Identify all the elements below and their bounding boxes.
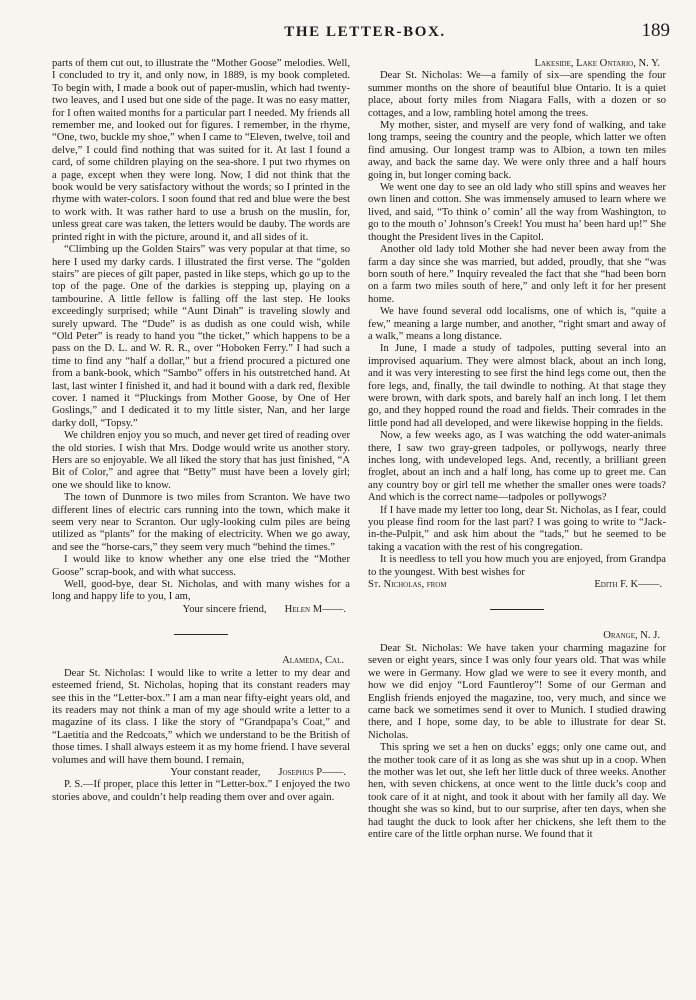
section-divider <box>174 634 228 635</box>
letter4-dateline: Orange, N. J. <box>603 630 660 642</box>
letter3-closing: St. Nicholas, from <box>368 579 447 591</box>
letter4-paragraph-2: This spring we set a hen on ducks’ eggs; only one came out, and the mother took care of it as long as she was shut up in a coop. When the mother was let out, she left her little duck of three weeks. Another hen, with seven chickens, at once went to the little duck’s coop and took care of it at night, and took it about with her family all day. We thought she was so kind, but to our surprise, after ten days, when she had taught the duck to look after her chickens, she left them to the entire care of the little orphan nurse. We found that it <box>368 742 666 840</box>
letter2-postscript: P. S.—If proper, place this letter in “Letter-box.” I enjoyed the two stories above, and couldn’t help reading them over and over again. <box>52 779 350 803</box>
letter2-signature: Josephus P——. <box>278 766 346 778</box>
right-column <box>368 58 666 990</box>
letter4-paragraph-1: Dear St. Nicholas: We have taken your charming magazine for seven or eight years, since I was only four years old. That was while we were in Germany. How glad we were to see it every month, and how we did enjoy “Lord Fauntleroy”! Some of our German and English friends enjoyed the magazine, too, very much, and since we came back we sometimes send it over to Munich. I studied drawing there, and I hope, some day, to be able to illustrate for dear St. Nicholas. <box>368 642 666 741</box>
letter3-paragraph-8: If I have made my letter too long, dear St. Nicholas, as I fear, could you please find room for the last part? I was going to write to “Jack-in-the-Pulpit,” and ask him about the “tads,” but he seemed to be taking a vacation with the rest of his congregation. <box>368 504 666 553</box>
letter1-paragraph-5: I would like to know whether any one else tried the “Mother Goose” scrap-book, and with what success. <box>52 554 350 578</box>
letter3-paragraph-2: My mother, sister, and myself are very fond of walking, and take long tramps, seeing the country and the people, which latter we often find amusing. Our longest tramp was to Albion, a town ten miles away, and back the same day. We were only three and a half hours going in, but longer coming back. <box>368 120 666 181</box>
letter3-paragraph-6: In June, I made a study of tadpoles, putting several into an improvised aquarium. They were almost black, about an inch long, and it was very interesting to see first the hind legs come out, then the fore legs, and, finally, the tail dwindle to nothing. At that stage they were brown, with dark spots, and barely half an inch long. I let them go, and they hopped round the road and fields. Their comrades in the little pond had all developed, and were likewise hopping in the fields. <box>368 343 666 429</box>
letter1-paragraph-4: The town of Dunmore is two miles from Scranton. We have two different lines of electric cars running into the town, which make it seem very near to Scranton. Our ugly-looking culm piles are being utilized as “plants” for the making of electricity. When we go away, and see the “horse-cars,” they seem very much “behind the times.” <box>52 492 350 553</box>
letter2-signoff <box>52 767 350 779</box>
left-column <box>52 58 350 990</box>
letter2-closing: Your constant reader, <box>170 766 261 778</box>
letter3-dateline: Lakeside, Lake Ontario, N. Y. <box>534 58 660 69</box>
page-number: 189 <box>641 20 670 41</box>
letter3-signoff <box>368 579 666 591</box>
letter2-paragraph-1: Dear St. Nicholas: I would like to write a letter to my dear and esteemed friend, St. Nicholas, hoping that its constant readers may see this in the “Letter-box.” I am a man near fifty-eight years old, and its readers may not think a man of my age should write a letter to a magazine of its class. I like the story of “Grandpapa’s Coat,” and “Laetitia and the Redcoats,” which we understand to be the British of those times. I shall always esteem it as my home friend. I have several volumes and will have them bound. I remain, <box>52 667 350 766</box>
letter3-paragraph-3: We went one day to see an old lady who still spins and weaves her own linen and cotton. She was immensely amused to learn where we lived, and said, “To think o’ comin’ all the way from Washington, to go to the mouth o’ Johnson’s Creek! You must ha’ been hard up!” She thought the President lives in the Capitol. <box>368 182 666 243</box>
letter3-paragraph-9: It is needless to tell you how much you are enjoyed, from Grandpa to the youngest. With best wishes for <box>368 554 666 578</box>
letter1-signature: Helen M——. <box>284 603 346 615</box>
section-divider <box>490 609 544 610</box>
page-header <box>60 20 670 48</box>
letter3-paragraph-5: We have found several odd localisms, one of which is, “quite a few,” meaning a large number, and another, “right smart and away of a walk,” means a long distance. <box>368 306 666 342</box>
letter1-signoff <box>52 604 350 616</box>
letter3-signature: Edith F. K——. <box>594 579 662 591</box>
letter3-paragraph-1: Dear St. Nicholas: We—a family of six—are spending the four summer months on the shore of beautiful blue Ontario. It is a quiet place, about forty miles from Niagara Falls, with a dozen or so cottages, and a low, rambling hotel among the trees. <box>368 70 666 119</box>
letter1-paragraph-2: “Climbing up the Golden Stairs” was very popular at that time, so here I used my darky cards. I illustrated the first verse. The “golden stairs” are pieces of gilt paper, pasted in like steps, which go up to the top of the page. One of the darkies is stepping up, playing on a tambourine. A little fellow is falling off the last step. He looks exceedingly surprised; while “Aunt Dinah” is traveling slowly and surely upward. The “Dude” is as dudish as one could wish, while “Old Peter” is ready to hand you “the ticket,” which happens to be a pass on the D. L. and W. R. R., over “Hoboken Ferry.” I had such a time to find any “half a dollar,” but a friend procured a pictured one from a bank-book, which “Sambo” offers in his outstretched hand. At last, last winter I finished it, and had it bound with a dark red, flexible cover. I named it “Pluckings from Mother Goose, by One of Her Goslings,” and I dedicated it to my little sister, Nan, and her large darky doll, “Topsy.” <box>52 244 350 429</box>
letter1-paragraph-6: Well, good-bye, dear St. Nicholas, and with many wishes for a long and happy life to you, I am, <box>52 579 350 603</box>
letter1-closing: Your sincere friend, <box>182 603 267 615</box>
running-head: THE LETTER-BOX. <box>284 24 446 40</box>
letter3-paragraph-7: Now, a few weeks ago, as I was watching the odd water-animals there, I saw two gray-green tadpoles, or pollywogs, nearly three inches long, with undeveloped legs. And, recently, a brilliant green froglet, about an inch and a half long, has come up to greet me. Can any country boy or girl tell me whether the smaller ones were toads? And which is the correct name—tadpoles or pollywogs? <box>368 430 666 504</box>
letter2-dateline: Alameda, Cal. <box>282 655 344 667</box>
letter1-paragraph-3: We children enjoy you so much, and never get tired of reading over the old stories. I wish that Mrs. Dodge would write us another story. Hers are so enjoyable. We all liked the story that has just finished, “A Bit of Color,” and agree that “Betty” must have been a lovely girl; one we should like to know. <box>52 430 350 491</box>
letter1-paragraph-1: parts of them cut out, to illustrate the “Mother Goose” melodies. Well, I concluded to try it, and only now, in 1889, is my book completed. To begin with, I made a book out of paper-muslin, which had twenty-two leaves, and I used but one side of the page. It was no easy matter, for I often waited months for a particular part I needed. My friends all remember me, and looked out for figures. I remember, in the rhyme, “One, two, buckle my shoe,” when I came to “Eleven, twelve, toil and delve,” I could find nothing that was suited for it. At last I found a card, of some children playing on the sea-shore. I put two rhymes on a page, except when they were long. Now, I did not think that the book would be very satisfactory without the words; so I printed in the rhyme with water-colors. I soon found that red and blue were the best to work with. It was rather hard to use a brush on the muslin, for, unless great care was taken, the letters would be dauby. The words are printed right in with the picture, around it, and all sides of it. <box>52 58 350 243</box>
letter3-paragraph-4: Another old lady told Mother she had never been away from the farm a day since she was married, but added, proudly, that she “was born south of here.” Inquiry revealed the fact that she “had been born on a farm two miles south of here,” and only left it for her present home. <box>368 244 666 305</box>
